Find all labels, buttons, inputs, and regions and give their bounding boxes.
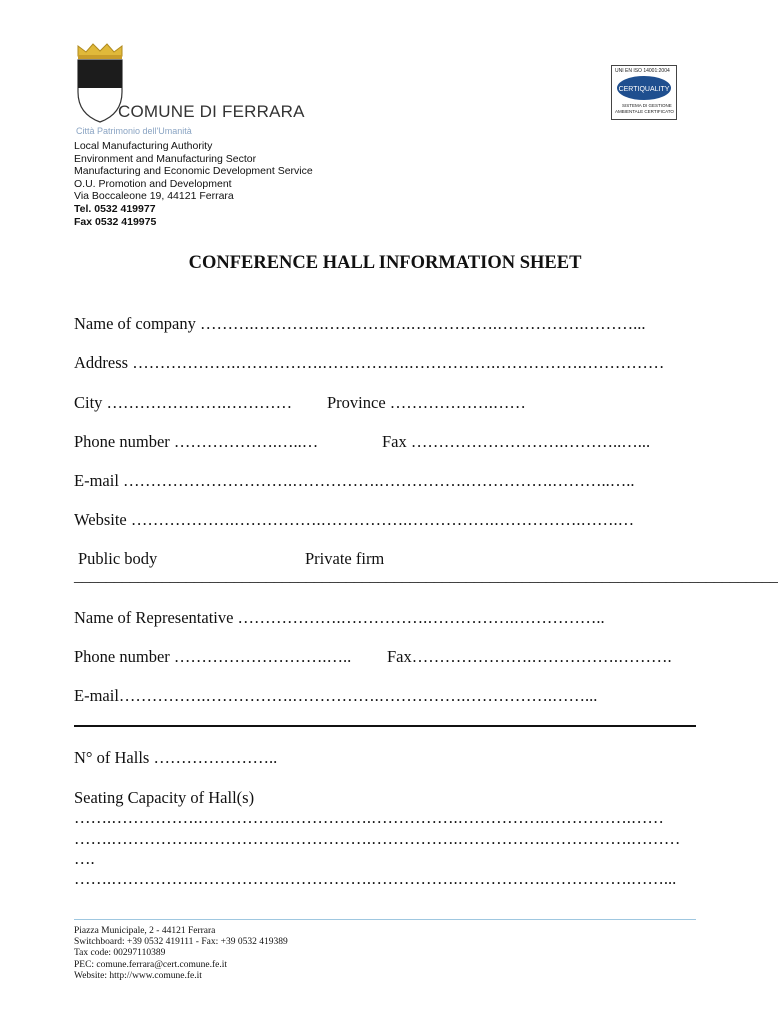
page-title: CONFERENCE HALL INFORMATION SHEET <box>188 253 582 273</box>
address-line: Via Boccaleone 19, 44121 Ferrara <box>74 190 234 203</box>
address-line: Environment and Manufacturing Sector <box>74 152 257 165</box>
seating-line[interactable]: …….…………….…………….…………….…………….…………….…………….…… <box>74 808 664 827</box>
footer-line: Switchboard: +39 0532 419111 - Fax: +39 0532 419389 <box>74 937 288 948</box>
province-field[interactable]: Province ……………….…… <box>327 393 526 412</box>
phone-field[interactable]: Phone number ……………….…..… <box>74 432 319 451</box>
seating-capacity-label: Seating Capacity of Hall(s) <box>74 788 255 807</box>
cert-badge-line-3: SISTEMA DI GESTIONE <box>622 103 672 108</box>
representative-fax-field[interactable]: Fax………………….…………….………. <box>387 647 672 666</box>
representative-name-field[interactable]: Name of Representative ……………….…………….…………….…………….. <box>74 608 605 627</box>
seating-line[interactable]: …. <box>74 849 95 868</box>
footer <box>74 926 288 982</box>
fax-field[interactable]: Fax ……………………….………..…... <box>382 432 651 451</box>
seating-line[interactable]: …….…………….…………….…………….…………….…………….…………….……… <box>74 829 681 848</box>
fax-number: Fax 0532 419975 <box>74 215 157 228</box>
separator-line: ________________________________________________________________________________________ <box>74 568 778 585</box>
representative-phone-field[interactable]: Phone number ……………………….….. <box>74 647 352 666</box>
logo-name: COMUNE DI FERRARA <box>118 102 305 121</box>
cert-badge-line-1: UNI EN ISO 14001:2004 <box>615 68 670 74</box>
seating-line[interactable]: …….…………….…………….…………….…………….…………….…………….……... <box>74 869 677 888</box>
private-firm-option[interactable]: Private firm <box>305 549 385 568</box>
footer-line: PEC: comune.ferrara@cert.comune.fe.it <box>74 959 228 970</box>
company-field[interactable]: Name of company ……….………….…………….…………….…………….………... <box>74 314 646 333</box>
halls-count-field[interactable]: N° of Halls ………………….. <box>74 748 278 767</box>
certiquality-emblem-icon <box>614 74 674 102</box>
representative-email-field[interactable]: E-mail…………….…………….…………….…………….…………….……... <box>74 686 598 705</box>
address-field[interactable]: Address ……………….…………….…………….…………….…………….…………… <box>74 353 665 372</box>
footer-line: Piazza Municipale, 2 - 44121 Ferrara <box>74 926 216 936</box>
address-block <box>74 140 313 228</box>
address-line: O.U. Promotion and Development <box>74 177 232 190</box>
footer-line: Website: http://www.comune.fe.it <box>74 970 202 981</box>
telephone: Tel. 0532 419977 <box>74 202 156 215</box>
cert-badge-line-2: CERTIQUALITY <box>618 86 670 93</box>
public-body-option[interactable]: Public body <box>78 549 158 568</box>
footer-line: Tax code: 00297110389 <box>74 948 166 959</box>
certification-badge <box>611 65 677 120</box>
footer-divider <box>74 919 696 920</box>
logo-tagline: Città Patrimonio dell'Umanità <box>76 126 192 136</box>
address-line: Local Manufacturing Authority <box>74 140 213 152</box>
website-field[interactable]: Website ……………….…………….…………….…………….…………….…….… <box>74 510 635 529</box>
city-field[interactable]: City ………………….………… <box>74 393 293 412</box>
cert-badge-line-4: AMBIENTALE CERTIFICATO <box>615 109 674 114</box>
ferrara-logo <box>72 42 322 142</box>
address-line: Manufacturing and Economic Development Service <box>74 165 313 178</box>
section-divider <box>74 725 696 727</box>
email-field[interactable]: E-mail ………………………….…………….…………….…………….………..….. <box>74 471 635 490</box>
